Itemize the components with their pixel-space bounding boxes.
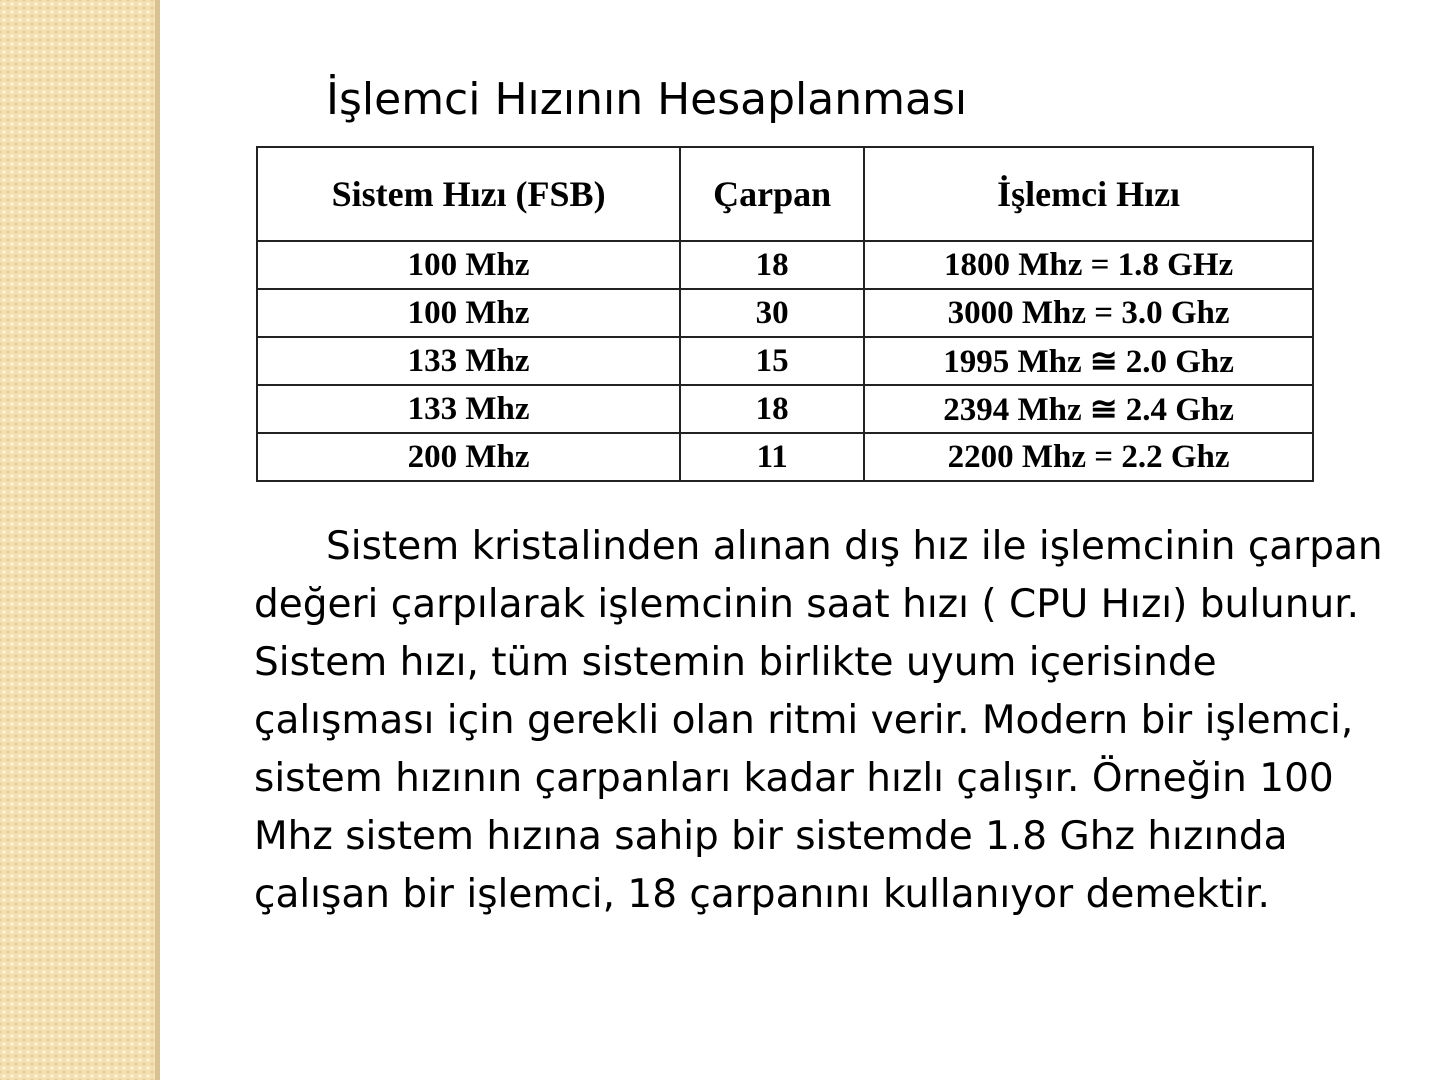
cell-multiplier: 18 (680, 241, 864, 289)
cell-cpu-speed: 2394 Mhz ≅ 2.4 Ghz (864, 385, 1313, 433)
cell-cpu-speed: 1995 Mhz ≅ 2.0 Ghz (864, 337, 1313, 385)
decorative-side-band (0, 0, 155, 1080)
slide-title: İşlemci Hızının Hesaplanması (326, 74, 968, 125)
cell-multiplier: 15 (680, 337, 864, 385)
cell-multiplier: 30 (680, 289, 864, 337)
cell-multiplier: 18 (680, 385, 864, 433)
table-row (257, 433, 1313, 481)
table-header-row (257, 147, 1313, 241)
side-band-edge (155, 0, 160, 1080)
header-system-speed: Sistem Hızı (FSB) (257, 147, 680, 241)
table-row (257, 385, 1313, 433)
table-row (257, 337, 1313, 385)
header-multiplier: Çarpan (680, 147, 864, 241)
explanation-paragraph: Sistem kristalinden alınan dış hız ile işlemcinin çarpan değeri çarpılarak işlemcinin saat hızı ( CPU Hızı) bulunur. Sistem hızı, tüm sistemin birlikte uyum içerisinde çalışması için gerekli olan ritmi verir. Modern bir işlemci, sistem hızının çarpanları kadar hızlı çalışır. Örneğin 100 Mhz sistem hızına sahip bir sistemde 1.8 Ghz hızında çalışan bir işlemci, 18 çarpanını kullanıyor demektir. (254, 524, 1383, 917)
header-cpu-speed: İşlemci Hızı (864, 147, 1313, 241)
cell-system-speed: 133 Mhz (257, 337, 680, 385)
table-row (257, 241, 1313, 289)
cell-cpu-speed: 1800 Mhz = 1.8 GHz (864, 241, 1313, 289)
cell-multiplier: 11 (680, 433, 864, 481)
table-row (257, 289, 1313, 337)
cell-system-speed: 200 Mhz (257, 433, 680, 481)
cell-system-speed: 133 Mhz (257, 385, 680, 433)
cell-cpu-speed: 3000 Mhz = 3.0 Ghz (864, 289, 1313, 337)
cpu-speed-table (256, 146, 1314, 482)
cell-system-speed: 100 Mhz (257, 241, 680, 289)
cell-system-speed: 100 Mhz (257, 289, 680, 337)
cell-cpu-speed: 2200 Mhz = 2.2 Ghz (864, 433, 1313, 481)
